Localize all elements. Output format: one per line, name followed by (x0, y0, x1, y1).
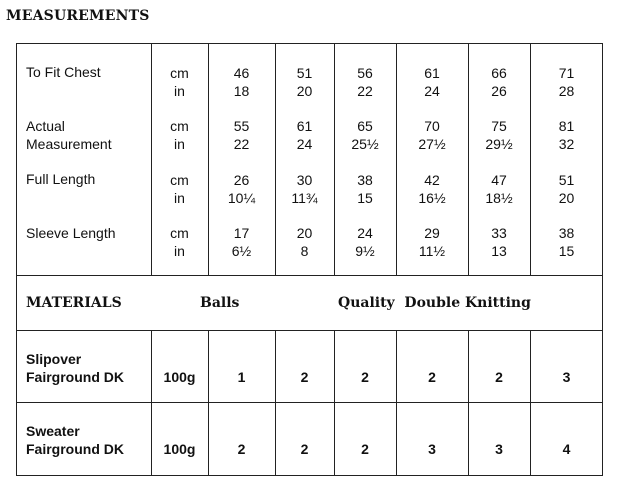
size-value: 24 (424, 83, 440, 99)
unit-in: in (174, 190, 185, 206)
size-value: 15 (357, 190, 373, 206)
size-value: 20 (558, 190, 575, 206)
unit-cm: cm (170, 118, 189, 134)
size-value: 10¼ (227, 190, 256, 206)
size-value: 15 (558, 243, 575, 259)
yarn-name: Fairground DK (26, 441, 124, 457)
yarn-weight: 100g (163, 441, 196, 457)
yarn-name: Sweater (26, 423, 80, 439)
size-value: 27½ (418, 136, 446, 152)
size-value: 22 (233, 136, 250, 152)
size-value: 29 (424, 225, 440, 241)
materials-title: MATERIALS (26, 295, 122, 311)
size-value: 11¾ (291, 190, 318, 206)
measurement-label: Actual (26, 118, 65, 134)
size-value: 20 (296, 83, 313, 99)
grid-line (16, 330, 603, 331)
ball-count: 2 (361, 369, 369, 385)
size-value: 51 (296, 65, 313, 81)
ball-count: 1 (237, 369, 246, 385)
size-value: 81 (558, 118, 575, 134)
size-value: 33 (491, 225, 507, 241)
ball-count: 2 (300, 369, 309, 385)
ball-count: 4 (562, 441, 571, 457)
measurement-label: Measurement (26, 136, 112, 152)
size-value: 13 (491, 243, 507, 259)
yarn-name: Fairground DK (26, 369, 124, 385)
unit-cm: cm (170, 225, 189, 241)
grid-line (16, 402, 603, 403)
yarn-weight: 100g (163, 369, 196, 385)
unit-in: in (174, 243, 185, 259)
size-value: 22 (357, 83, 373, 99)
ball-count: 2 (237, 441, 246, 457)
size-value: 29½ (485, 136, 513, 152)
balls-label: Balls (200, 295, 240, 311)
size-value: 38 (357, 172, 373, 188)
size-value: 26 (491, 83, 507, 99)
quality-label: Quality Double Knitting (338, 295, 531, 311)
ball-count: 2 (361, 441, 369, 457)
size-value: 65 (357, 118, 373, 134)
size-value: 47 (491, 172, 507, 188)
size-value: 66 (491, 65, 507, 81)
measurement-label: To Fit Chest (26, 64, 101, 80)
size-value: 24 (296, 136, 313, 152)
size-value: 70 (424, 118, 440, 134)
size-value: 75 (491, 118, 507, 134)
size-value: 9½ (355, 243, 375, 259)
size-value: 26 (233, 172, 250, 188)
size-value: 38 (558, 225, 575, 241)
size-value: 20 (296, 225, 313, 241)
size-value: 42 (424, 172, 440, 188)
ball-count: 3 (562, 369, 571, 385)
size-value: 16½ (418, 190, 446, 206)
size-value: 61 (296, 118, 313, 134)
size-value: 28 (558, 83, 575, 99)
measurement-label: Sleeve Length (26, 225, 116, 241)
size-value: 71 (558, 65, 575, 81)
ball-count: 2 (495, 369, 503, 385)
ball-count: 3 (495, 441, 503, 457)
size-value: 46 (233, 65, 250, 81)
size-value: 25½ (351, 136, 379, 152)
ball-count: 2 (300, 441, 309, 457)
ball-count: 2 (428, 369, 436, 385)
unit-cm: cm (170, 172, 189, 188)
grid-line (16, 275, 603, 276)
page-heading: MEASUREMENTS (6, 8, 150, 24)
size-value: 55 (233, 118, 250, 134)
size-value: 11½ (418, 243, 446, 259)
unit-in: in (174, 136, 185, 152)
yarn-name: Slipover (26, 351, 82, 367)
size-value: 8 (300, 243, 309, 259)
measurement-label: Full Length (26, 171, 96, 187)
size-value: 61 (424, 65, 440, 81)
size-value: 18½ (485, 190, 513, 206)
ball-count: 3 (428, 441, 436, 457)
size-value: 51 (558, 172, 575, 188)
size-value: 17 (233, 225, 250, 241)
size-value: 24 (357, 225, 373, 241)
size-value: 56 (357, 65, 373, 81)
unit-cm: cm (170, 65, 189, 81)
size-value: 32 (558, 136, 575, 152)
size-value: 30 (296, 172, 313, 188)
size-value: 18 (233, 83, 250, 99)
size-value: 6½ (231, 243, 252, 259)
unit-in: in (174, 83, 185, 99)
